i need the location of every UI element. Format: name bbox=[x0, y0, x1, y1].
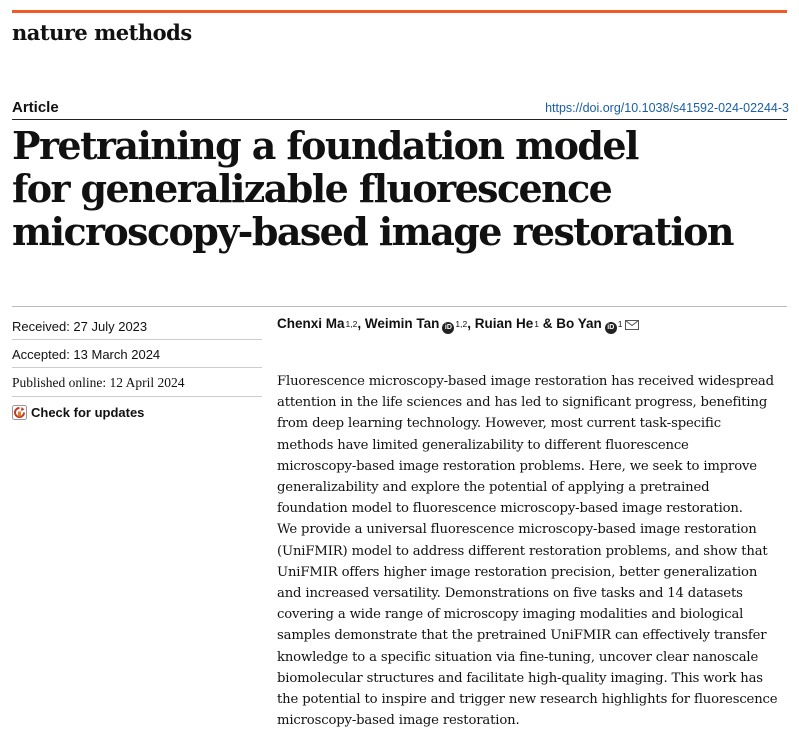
divider bbox=[12, 339, 262, 340]
abstract-line: the potential to inspire and trigger new research highlights for fluorescence bbox=[277, 692, 778, 708]
article-title bbox=[12, 124, 782, 253]
mail-icon[interactable] bbox=[625, 320, 639, 330]
author-affiliation: 1,2 bbox=[455, 319, 468, 329]
divider bbox=[12, 367, 262, 368]
orcid-icon[interactable]: iD bbox=[442, 322, 454, 334]
doi-link[interactable]: https://doi.org/10.1038/s41592-024-02244-3 bbox=[545, 101, 789, 115]
abstract-line: attention in the life sciences and has led to significant progress, benefiting bbox=[277, 395, 768, 411]
title-line: microscopy-based image restoration bbox=[12, 209, 733, 254]
author-affiliation: 1,2 bbox=[345, 319, 358, 329]
author-separator: & bbox=[538, 316, 557, 331]
abstract-line: covering a wide range of microscopy imaging modalities and biological bbox=[277, 607, 744, 623]
abstract-line: biomolecular structures and facilitate high-quality imaging. This work has bbox=[277, 670, 763, 686]
title-line: Pretraining a foundation model bbox=[12, 123, 638, 168]
abstract-line: microscopy-based image restoration. bbox=[277, 713, 520, 729]
check-for-updates-icon bbox=[12, 405, 27, 420]
received-date: Received: 27 July 2023 bbox=[12, 319, 148, 334]
title-line: for generalizable fluorescence bbox=[12, 166, 612, 211]
abstract bbox=[277, 371, 793, 731]
author-affiliation: 1 bbox=[617, 319, 623, 329]
abstract-line: (UniFMIR) model to address different restoration problems, and show that bbox=[277, 543, 768, 559]
abstract-line: samples demonstrate that the pretrained UniFMIR can effectively transfer bbox=[277, 628, 767, 644]
abstract-line: knowledge to a specific situation via fine-tuning, uncover clear nanoscale bbox=[277, 649, 759, 665]
author-separator: , bbox=[467, 316, 475, 331]
abstract-line: microscopy-based image restoration problems. Here, we seek to improve bbox=[277, 458, 757, 474]
abstract-line: from deep learning technology. However, most current task-specific bbox=[277, 416, 721, 432]
author-name[interactable]: Ruian He bbox=[474, 316, 534, 331]
check-for-updates-button[interactable] bbox=[12, 405, 144, 420]
abstract-line: We provide a universal fluorescence microscopy-based image restoration bbox=[277, 522, 757, 538]
accepted-date: Accepted: 13 March 2024 bbox=[12, 347, 161, 362]
author-affiliation: 1 bbox=[534, 319, 539, 329]
published-date: Published online: 12 April 2024 bbox=[12, 375, 185, 390]
journal-accent-bar bbox=[12, 10, 787, 13]
abstract-line: UniFMIR offers higher image restoration precision, better generalization bbox=[277, 564, 758, 580]
abstract-line: foundation model to fluorescence microscopy-based image restoration. bbox=[277, 501, 743, 517]
author-name[interactable]: Chenxi Ma bbox=[277, 316, 345, 331]
abstract-line: generalizability and explore the potential of applying a pretrained bbox=[277, 480, 710, 496]
check-for-updates-label: Check for updates bbox=[31, 405, 145, 420]
orcid-icon[interactable]: iD bbox=[605, 322, 617, 334]
divider bbox=[12, 396, 262, 397]
journal-name[interactable]: nature methods bbox=[12, 20, 192, 45]
author-separator: , bbox=[357, 316, 365, 331]
title-rule bbox=[12, 306, 787, 307]
author-name[interactable]: Bo Yan bbox=[556, 316, 602, 331]
header-rule bbox=[12, 119, 787, 120]
article-type: Article bbox=[12, 99, 59, 116]
author-list bbox=[277, 316, 639, 333]
abstract-line: methods have limited generalizability to different fluorescence bbox=[277, 437, 689, 453]
abstract-line: and increased versatility. Demonstrations on five tasks and 14 datasets bbox=[277, 586, 743, 602]
author-name[interactable]: Weimin Tan bbox=[364, 316, 440, 331]
abstract-line: Fluorescence microscopy-based image restoration has received widespread bbox=[277, 374, 774, 389]
